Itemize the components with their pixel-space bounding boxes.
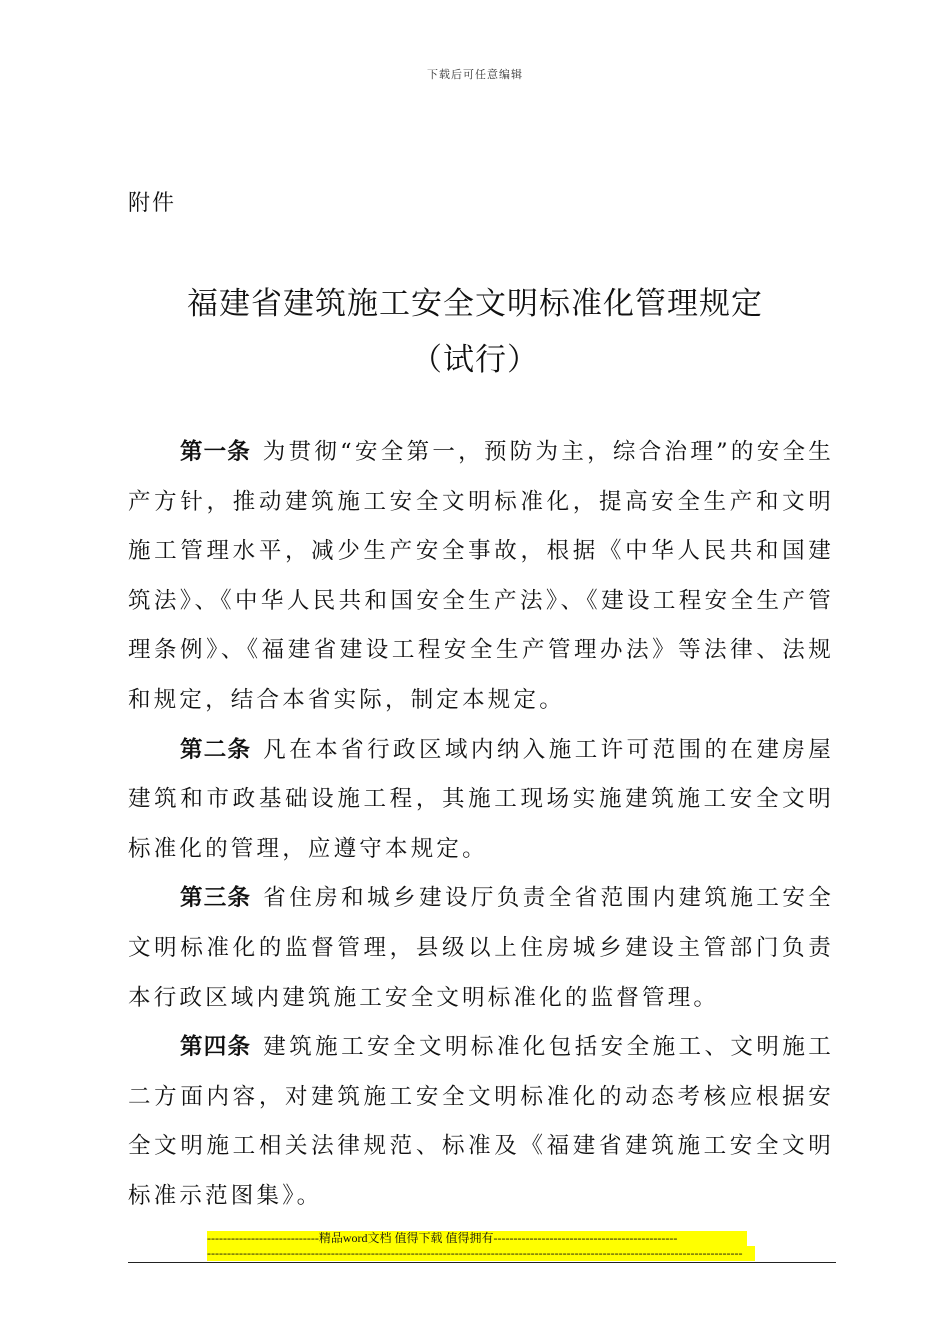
- article-number: 第一条: [180, 439, 251, 465]
- footer-banner: [207, 1231, 755, 1261]
- document-title: 福建省建筑施工安全文明标准化管理规定: [187, 286, 763, 322]
- article-1: [128, 428, 834, 726]
- article-number: 第二条: [180, 736, 252, 763]
- article-2: [128, 726, 834, 875]
- page-header-note: 下载后可任意编辑: [427, 68, 523, 81]
- footer-banner-line: ----------------------------精品word文档 值得下载 值得拥有----------------------------------------------: [207, 1231, 747, 1246]
- footer-banner-line: --------------------------------------------------------------------------------------------------------------------------------------: [207, 1246, 755, 1261]
- article-3: [128, 874, 834, 1023]
- footer-divider: [128, 1262, 836, 1263]
- article-4: [128, 1023, 834, 1221]
- document-subtitle: （试行）: [411, 342, 539, 378]
- article-number: 第四条: [180, 1034, 252, 1061]
- article-text: 为贯彻“安全第一，预防为主，综合治理”的安全生产方针，推动建筑施工安全文明标准化，提高安全生产和文明施工管理水平，减少生产安全事故，根据《中华人民共和国建筑法》、《中华人民共和国安全生产法》、《建设工程安全生产管理条例》、《福建省建设工程安全生产管理办法》等法律、法规和规定，结合本省实际，制定本规定。: [128, 439, 834, 713]
- attachment-label: 附件: [128, 191, 177, 216]
- article-text: 凡在本省行政区域内纳入施工许可范围的在建房屋建筑和市政基础设施工程，其施工现场实施建筑施工安全文明标准化的管理，应遵守本规定。: [128, 736, 834, 862]
- article-text: 省住房和城乡建设厅负责全省范围内建筑施工安全文明标准化的监督管理，县级以上住房城乡建设主管部门负责本行政区域内建筑施工安全文明标准化的监督管理。: [128, 885, 834, 1011]
- document-body: [128, 428, 834, 1222]
- article-number: 第三条: [180, 885, 252, 912]
- article-text: 建筑施工安全文明标准化包括安全施工、文明施工二方面内容，对建筑施工安全文明标准化的动态考核应根据安全文明施工相关法律规范、标准及《福建省建筑施工安全文明标准示范图集》。: [128, 1034, 834, 1209]
